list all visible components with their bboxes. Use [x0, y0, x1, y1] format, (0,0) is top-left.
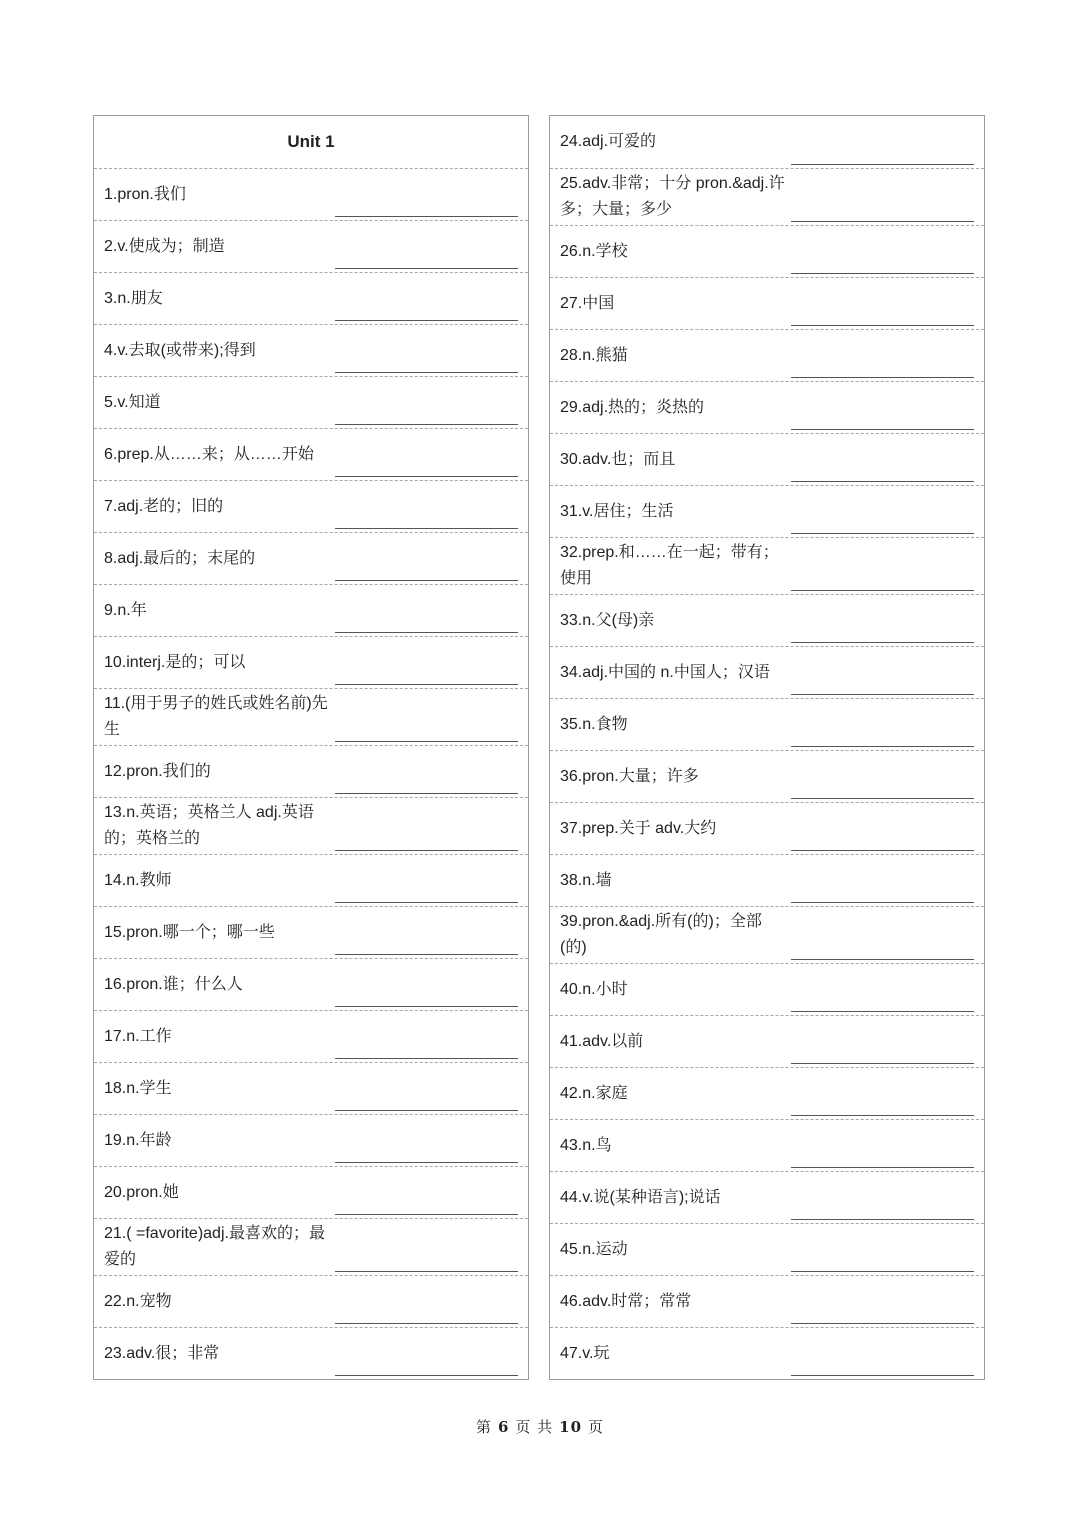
vocab-row: [550, 594, 984, 646]
vocab-row: [550, 116, 984, 168]
answer-blank[interactable]: [335, 216, 518, 217]
answer-blank[interactable]: [335, 1214, 518, 1215]
answer-blank[interactable]: [791, 1063, 974, 1064]
answer-blank[interactable]: [791, 429, 974, 430]
answer-blank[interactable]: [335, 632, 518, 633]
vocab-prompt: 4.v.去取(或带来);得到: [104, 341, 256, 359]
unit-title: Unit 1: [287, 132, 335, 151]
vocab-prompt: 11.(用于男子的姓氏或姓名前)先生: [104, 695, 328, 738]
vocab-prompt: 42.n.家庭: [560, 1084, 628, 1102]
answer-blank[interactable]: [791, 850, 974, 851]
page-footer: [0, 1416, 1080, 1437]
answer-blank[interactable]: [791, 694, 974, 695]
answer-blank[interactable]: [335, 1006, 518, 1007]
answer-blank[interactable]: [791, 746, 974, 747]
answer-blank[interactable]: [335, 528, 518, 529]
vocab-prompt: 22.n.宠物: [104, 1292, 172, 1310]
vocab-prompt: 7.adj.老的；旧的: [104, 497, 224, 515]
answer-blank[interactable]: [791, 1219, 974, 1220]
vocab-row: [94, 797, 528, 854]
answer-blank[interactable]: [335, 268, 518, 269]
vocab-row: [550, 646, 984, 698]
vocab-row: [550, 433, 984, 485]
vocab-prompt: 32.prep.和……在一起；带有；使用: [560, 544, 779, 587]
answer-blank[interactable]: [335, 1110, 518, 1111]
vocab-row: [550, 802, 984, 854]
vocab-prompt: 28.n.熊猫: [560, 346, 628, 364]
vocab-prompt: 21.( =favorite)adj.最喜欢的；最爱的: [104, 1225, 325, 1268]
answer-blank[interactable]: [791, 377, 974, 378]
page-number: 6: [497, 1418, 510, 1436]
answer-blank[interactable]: [335, 684, 518, 685]
vocab-prompt: 25.adv.非常；十分 pron.&adj.许多；大量；多少: [560, 175, 785, 218]
vocab-row: [94, 688, 528, 745]
vocab-prompt: 20.pron.她: [104, 1183, 179, 1201]
vocab-prompt: 3.n.朋友: [104, 289, 163, 307]
answer-blank[interactable]: [335, 424, 518, 425]
answer-blank[interactable]: [791, 481, 974, 482]
vocab-prompt: 41.adv.以前: [560, 1032, 644, 1050]
answer-blank[interactable]: [335, 320, 518, 321]
vocab-prompt: 5.v.知道: [104, 393, 161, 411]
vocab-prompt: 37.prep.关于 adv.大约: [560, 819, 717, 837]
vocab-row: [94, 1010, 528, 1062]
vocab-prompt: 8.adj.最后的；末尾的: [104, 549, 256, 567]
vocab-row: [94, 220, 528, 272]
answer-blank[interactable]: [335, 954, 518, 955]
answer-blank[interactable]: [791, 164, 974, 165]
answer-blank[interactable]: [791, 1271, 974, 1272]
vocab-row: [550, 381, 984, 433]
answer-blank[interactable]: [335, 1323, 518, 1324]
vocab-row: [94, 584, 528, 636]
vocab-prompt: 45.n.运动: [560, 1240, 628, 1258]
answer-blank[interactable]: [335, 580, 518, 581]
vocab-prompt: 17.n.工作: [104, 1027, 172, 1045]
answer-blank[interactable]: [791, 642, 974, 643]
vocab-row: [550, 906, 984, 963]
answer-blank[interactable]: [335, 372, 518, 373]
answer-blank[interactable]: [791, 1375, 974, 1376]
vocab-row: [94, 745, 528, 797]
answer-blank[interactable]: [335, 1375, 518, 1376]
answer-blank[interactable]: [791, 798, 974, 799]
answer-blank[interactable]: [791, 590, 974, 591]
vocab-row: [550, 1275, 984, 1327]
vocab-row: [550, 485, 984, 537]
vocab-row: [550, 698, 984, 750]
answer-blank[interactable]: [791, 1011, 974, 1012]
answer-blank[interactable]: [791, 221, 974, 222]
vocab-prompt: 44.v.说(某种语言);说话: [560, 1188, 721, 1206]
vocab-prompt: 46.adv.时常；常常: [560, 1292, 692, 1310]
vocab-prompt: 26.n.学校: [560, 242, 628, 260]
answer-blank[interactable]: [791, 533, 974, 534]
total-pages: 10: [559, 1418, 583, 1436]
vocab-row: [550, 1223, 984, 1275]
vocab-row: [94, 480, 528, 532]
answer-blank[interactable]: [335, 741, 518, 742]
answer-blank[interactable]: [791, 1323, 974, 1324]
vocab-row: [550, 168, 984, 225]
vocab-prompt: 34.adj.中国的 n.中国人；汉语: [560, 663, 770, 681]
vocab-row: [94, 636, 528, 688]
vocab-row: [94, 1218, 528, 1275]
vocab-prompt: 30.adv.也；而且: [560, 450, 676, 468]
answer-blank[interactable]: [335, 793, 518, 794]
vocab-prompt: 6.prep.从……来；从……开始: [104, 445, 314, 463]
footer-suffix: 页: [588, 1418, 605, 1436]
vocab-prompt: 19.n.年龄: [104, 1131, 172, 1149]
vocab-column-right: [549, 115, 985, 1380]
vocab-row: [550, 1171, 984, 1223]
vocab-row: [94, 1114, 528, 1166]
vocab-prompt: 18.n.学生: [104, 1079, 172, 1097]
vocab-row: [550, 277, 984, 329]
vocab-prompt: 35.n.食物: [560, 715, 628, 733]
vocab-row: [94, 906, 528, 958]
vocab-prompt: 9.n.年: [104, 601, 147, 619]
vocab-row: [94, 324, 528, 376]
vocab-row: [94, 272, 528, 324]
unit-title-row: [94, 116, 528, 168]
vocab-row: [94, 1327, 528, 1379]
answer-blank[interactable]: [791, 1167, 974, 1168]
vocab-row: [550, 854, 984, 906]
vocab-prompt: 31.v.居住；生活: [560, 502, 674, 520]
vocab-row: [94, 1166, 528, 1218]
vocab-prompt: 12.pron.我们的: [104, 762, 211, 780]
vocab-row: [550, 1067, 984, 1119]
vocab-prompt: 38.n.墙: [560, 871, 612, 889]
vocab-prompt: 27.中国: [560, 294, 615, 312]
vocab-prompt: 14.n.教师: [104, 871, 172, 889]
vocab-row: [550, 1327, 984, 1379]
answer-blank[interactable]: [335, 1058, 518, 1059]
vocab-row: [550, 963, 984, 1015]
vocab-row: [550, 537, 984, 594]
answer-blank[interactable]: [335, 1271, 518, 1272]
vocab-prompt: 10.interj.是的；可以: [104, 653, 246, 671]
vocab-prompt: 47.v.玩: [560, 1344, 610, 1362]
answer-blank[interactable]: [791, 1115, 974, 1116]
footer-middle: 页 共: [515, 1418, 554, 1436]
vocab-row: [550, 225, 984, 277]
vocab-row: [550, 1119, 984, 1171]
vocab-row: [94, 428, 528, 480]
vocab-row: [94, 854, 528, 906]
vocab-prompt: 15.pron.哪一个；哪一些: [104, 923, 275, 941]
vocab-prompt: 13.n.英语；英格兰人 adj.英语的；英格兰的: [104, 804, 314, 847]
vocab-prompt: 36.pron.大量；许多: [560, 767, 699, 785]
answer-blank[interactable]: [791, 959, 974, 960]
vocab-prompt: 43.n.鸟: [560, 1136, 612, 1154]
answer-blank[interactable]: [791, 325, 974, 326]
vocab-row: [550, 329, 984, 381]
vocab-row: [94, 376, 528, 428]
vocab-prompt: 24.adj.可爱的: [560, 133, 657, 150]
vocab-prompt: 33.n.父(母)亲: [560, 611, 655, 629]
vocab-prompt: 2.v.使成为；制造: [104, 237, 225, 255]
vocab-prompt: 16.pron.谁；什么人: [104, 975, 243, 993]
answer-blank[interactable]: [335, 902, 518, 903]
answer-blank[interactable]: [791, 273, 974, 274]
vocab-row: [94, 168, 528, 220]
answer-blank[interactable]: [335, 1162, 518, 1163]
vocab-prompt: 29.adj.热的；炎热的: [560, 398, 705, 416]
footer-prefix: 第: [475, 1418, 492, 1436]
vocab-prompt: 39.pron.&adj.所有(的)；全部(的): [560, 913, 762, 956]
vocab-prompt: 40.n.小时: [560, 980, 628, 998]
vocab-row: [550, 1015, 984, 1067]
vocab-row: [94, 1275, 528, 1327]
vocab-column-left: [93, 115, 529, 1380]
answer-blank[interactable]: [335, 850, 518, 851]
vocab-row: [94, 1062, 528, 1114]
answer-blank[interactable]: [335, 476, 518, 477]
vocab-prompt: 1.pron.我们: [104, 185, 186, 203]
vocab-row: [94, 958, 528, 1010]
vocab-row: [550, 750, 984, 802]
answer-blank[interactable]: [791, 902, 974, 903]
vocab-row: [94, 532, 528, 584]
vocab-prompt: 23.adv.很；非常: [104, 1344, 220, 1362]
